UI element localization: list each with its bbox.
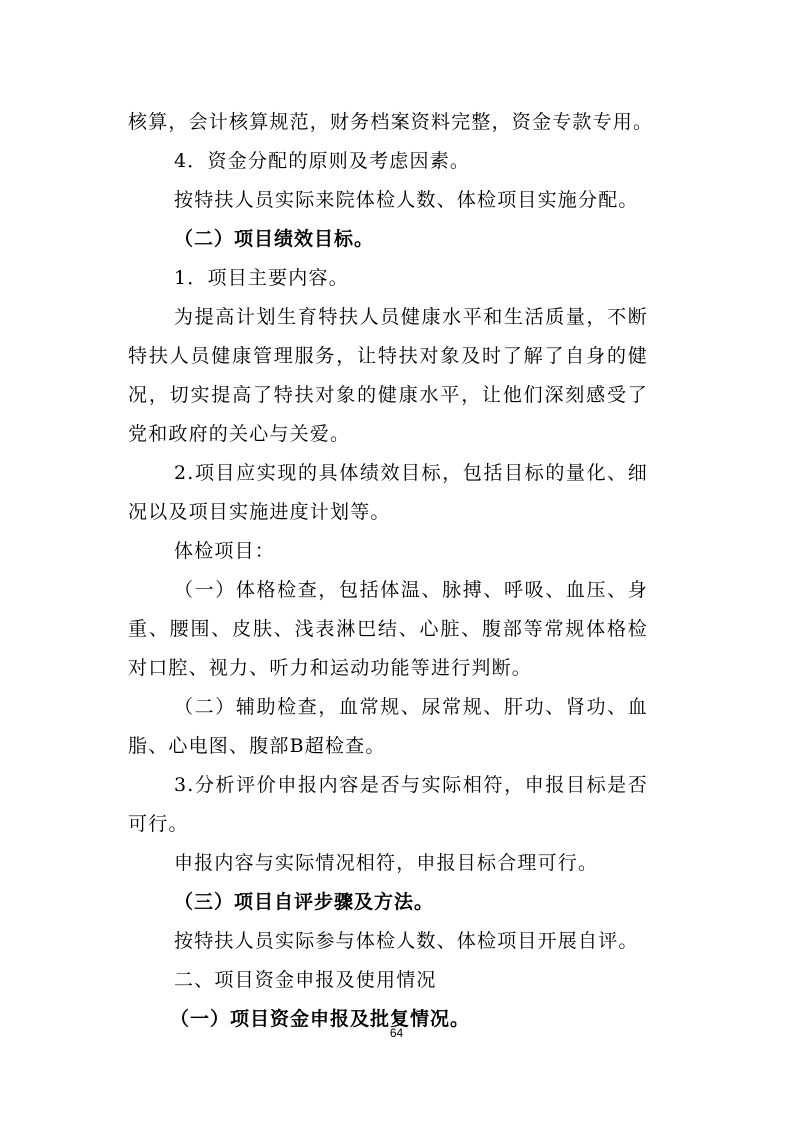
paragraph-line: 按特扶人员实际来院体检人数、体检项目实施分配。: [174, 189, 639, 211]
section-item-heading: 4．资金分配的原则及考虑因素。: [174, 150, 471, 172]
list-item: （二）辅助检查，血常规、尿常规、肝功、肾功、血: [174, 696, 648, 718]
paragraph-line: 特扶人员健康管理服务，让特扶对象及时了解了自身的健: [128, 345, 648, 367]
paragraph-line: 按特扶人员实际参与体检人数、体检项目开展自评。: [174, 930, 639, 952]
paragraph-line: 为提高计划生育特扶人员健康水平和生活质量，不断: [174, 306, 648, 328]
page-number: 64: [389, 1026, 404, 1040]
section-heading: （二）项目绩效目标。: [174, 228, 375, 250]
section-item-heading: 2.项目应实现的具体绩效目标，包括目标的量化、细: [174, 462, 648, 484]
section-item-heading: 1．项目主要内容。: [174, 267, 349, 289]
section-heading: （三）项目自评步骤及方法。: [174, 891, 435, 913]
list-title: 体检项目：: [174, 540, 276, 562]
paragraph-line: 可行。: [128, 813, 189, 835]
section-item-heading: 3.分析评价申报内容是否与实际相符，申报目标是否: [174, 774, 648, 796]
paragraph-line: 况以及项目实施进度计划等。: [128, 501, 391, 523]
paragraph-line: 核算，会计核算规范，财务档案资料完整，资金专款专用。: [128, 111, 654, 133]
paragraph-line: 申报内容与实际情况相符，申报目标合理可行。: [174, 852, 599, 874]
list-item: 脂、心电图、腹部B超检查。: [128, 735, 386, 757]
section-heading: （一）项目资金申报及批复情况。: [170, 1008, 471, 1030]
chapter-heading: 二、项目资金申报及使用情况: [174, 969, 437, 991]
list-item: （一）体格检查，包括体温、脉搏、呼吸、血压、身: [174, 579, 648, 601]
list-item: 重、腰围、皮肤、浅表淋巴结、心脏、腹部等常规体格检: [128, 618, 648, 640]
paragraph-line: 党和政府的关心与关爱。: [128, 423, 351, 445]
list-item: 对口腔、视力、听力和运动功能等进行判断。: [128, 657, 533, 679]
paragraph-line: 况，切实提高了特扶对象的健康水平，让他们深刻感受了: [128, 384, 648, 406]
